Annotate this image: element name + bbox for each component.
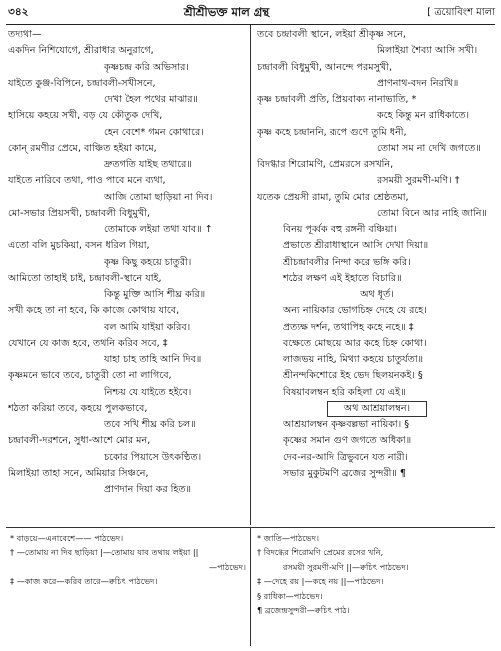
right-footnotes (257, 531, 495, 617)
verse-line: শ্রীনন্দকিশোরে ইহ ভেদ ছিলয়নকই। § (283, 370, 423, 382)
verse-line: হেন বেশে* গমন কোথারে। (104, 126, 204, 138)
verse-line: শ্রীচন্দ্রাবলীর নিন্দা করে ভঙ্গি করি। (283, 256, 411, 268)
verse-line: কৃষ্ণ চন্দ্রাবলী প্রতি, প্রিয়বাক্য নানাভাতি, * (257, 94, 417, 105)
verse-line: চকোর পিয়াসে উৎকণ্ঠিত। (104, 451, 202, 463)
verse-line: একদিন নিশিযোগে, শ্রীরাধার অনুরাগে, (8, 45, 154, 57)
page-number: ৩৪২ (8, 5, 29, 18)
verse-line: কহে কিন্তু মন রাধিকাতে। (377, 110, 470, 122)
verse-line: প্রভাতে শ্রীরাধাস্থানে আসি দেখা দিয়া॥ (283, 240, 429, 252)
verse-line: দেব-নর-আদি ত্রিভুবনে যত নারী। (283, 451, 408, 463)
verse-line: দেখা হৈল পথের মাঝার॥ (104, 94, 198, 105)
verse-line: প্রাণদান দিয়া কর হিত॥ (104, 484, 192, 495)
section-heading: অথ ধূর্ত। (360, 289, 394, 300)
verse-line: তদ্যথা— (8, 29, 42, 40)
footnote: * জাতি—পাঠভেদ। (257, 533, 319, 543)
verse-line: বিদগ্ধার শিরোমণি, প্রেমরসে রসখনি, (257, 159, 394, 170)
chapter-label: [ ত্রয়োবিংশ মালা (427, 6, 495, 18)
verse-line: বিষয়াবলম্বন হরি কহিলা যে এই॥ (283, 386, 406, 398)
footnote: ¶ ব্রজেন্দ্রসুন্দরী—ক্বচিৎ পাঠ। (257, 604, 350, 615)
verse-line: তোমা বিনে আর নাহি জানি॥ (377, 207, 487, 219)
verse-line: যেখানে যে কাজ হবে, তথনি করিব সবে, ‡ (8, 337, 168, 349)
footnote: রসময়ী সুরমণী-মণি ||—ক্বচিৎ পাঠভেদ। (283, 561, 409, 572)
verse-line: সখী কহে তা না হবে, কি কাজে কোথায় যাবে, (8, 305, 180, 317)
footnote: ‡ —দেহে রয় |—কহে নয় ||—পাঠভেদ। (257, 576, 384, 587)
verse-line: রসময়ী সুরমণী-মণি। † (377, 175, 460, 187)
footnote: † বিদগ্ধের শিরোমণি প্রেমের রসের খনি, (257, 547, 384, 558)
verse-line: যতেক প্রেয়সী রামা, তুমি মোর শ্রেষ্ঠতমা, (257, 191, 409, 203)
verse-line: শঠতা করিয়া তবে, কহয়ে পুলকভাবে, (8, 402, 148, 414)
footnote: —পাঠভেদ। (208, 561, 246, 572)
verse-line: কৃষ্ণচন্দ্র করি অভিসার। (104, 61, 189, 73)
verse-line: যাইতে কুঞ্জ-বিপিনে, চন্দ্রাবলী-সখীসনে, (8, 77, 156, 89)
verse-line: কৃষ্ণমনে ভাবে তবে, চাতুরী তো না লাগিবে, (8, 370, 172, 382)
page-header (8, 4, 495, 22)
verse-line: কৃষ্ণের সমান গুণ জগতে অধিকা॥ (283, 435, 412, 447)
footnote-divider (250, 528, 251, 646)
right-column (257, 27, 497, 482)
verse-line: যাহা চাহ তাহি আনি দিব॥ (104, 354, 202, 365)
verse-line: লাজভয় নাহি, মিথ্যা কহয়ে চাতুর্যতা॥ (283, 354, 424, 365)
page-title: শ্রীশ্রীভক্ত মাল গ্রন্থ (183, 4, 270, 19)
verse-line: কৃষ্ণ কহে চন্দ্রাননি, রূপে গুণে তুমি ধনী, (257, 126, 407, 138)
footnote: * বাড়য়ে—এনাবেশে—— পাঠভেদ। (10, 533, 124, 543)
section-heading-box (257, 401, 497, 417)
column-divider (250, 25, 251, 525)
verse-line: এতো বলি মুচকিয়া, বসন ধরিল গিয়া, (8, 240, 150, 252)
footnote: § রাধিকা—পাঠভেদ। (257, 590, 323, 601)
verse-line: হাসিয়ে কহয়ে সখী, বড় যে কৌতুক দেখি, (8, 110, 163, 122)
verse-line: মিলাইয়া তাহা সনে, অমিয়ার সিঞ্চনে, (8, 467, 149, 479)
verse-line: তবে সখি শীঘ্র করি চল॥ (104, 419, 196, 430)
verse-line: প্রাণনাথ-বদন নিরখি॥ (377, 77, 459, 89)
verse-line: নিশ্চয় যে যাইতে হইবে। (104, 386, 192, 398)
verse-line: যাইতে নারিবে তথা, পাও পাবে মনে ব্যথা, (8, 175, 166, 187)
footnote: † —তোমায় না দিব ছাড়িয়া |—তোমায় যাব তথায় লইয়া || (10, 547, 199, 558)
verse-line: তোমাকে লইয়া তথা যাব॥ ↑ (104, 224, 213, 235)
verse-line: তবে চন্দ্রাবলী স্থানে, লইয়া শ্রীকৃষ্ণ সনে, (257, 29, 406, 40)
verse-line: কোন্ রমণীর প্রেমে, বাঞ্চিত হইয়া কামে, (8, 142, 157, 154)
verse-line: বক্ষেতে মোছয়ে আর কহে চিহ্ন কোথা। (283, 337, 427, 349)
left-column (8, 27, 248, 498)
footnote: ‡ —কাজ করে—করিব তারে—ক্বচিৎ পাঠভেদ। (10, 576, 158, 587)
verse-line: আজি তোমা ছাড়িয়া না দিব। (104, 191, 213, 203)
verse-line: অন্য নায়িকার ভোগচিহ্ন দেহে যে রহে। (283, 305, 427, 317)
verse-line: প্রত্যক্ষ দর্শন, তথাপিহ কহে নহে॥ ‡ (283, 321, 414, 333)
verse-line: দ্রুতগতি যাইছ তথারে॥ (104, 159, 192, 170)
verse-line: চন্দ্রাবলী-দরশনে, সুধা-আশে মোর মন, (8, 435, 151, 447)
verse-line: সভার মুকুটমণি ব্রজের সুন্দরী॥ ¶ (283, 467, 407, 479)
verse-line: মো-সভার প্রিয়সখী, চন্দ্রাবলী বিধুমুখী, (8, 207, 150, 219)
verse-line: বল আমি যাইয়া করিব। (104, 321, 191, 333)
verse-line: শঠের লক্ষণ এই ইহাতে বিচারি॥ (283, 272, 402, 284)
verse-line: আশ্রয়ালম্বন কৃষ্ণবল্লভা নায়িকা। § (283, 419, 410, 430)
section-heading: অথ আশ্রয়ালম্বন। (327, 401, 427, 417)
verse-line: বিনয় পূর্ব্বক বহু রঙ্গনী বঞ্চিয়া। (283, 224, 397, 235)
verse-line: মিলাইয়া শৈব্যা আসি সখী। (377, 45, 478, 57)
left-footnotes (10, 531, 246, 589)
verse-line: কৃষ্ণ কিছু কহয়ে চাতুরী। (104, 256, 192, 268)
verse-line: চন্দ্রাবলী বিধুমুখী, আনন্দে পরমসুখী, (257, 61, 393, 73)
verse-line: তোমা সম না দেখি জগতে॥ (377, 142, 481, 154)
verse-line: কিন্তু মুক্তি আসি শীঘ্র করি॥ (104, 289, 206, 300)
verse-line: আমিতো তাহাই চাই, চন্দ্রাবলী-স্থানে যাই, (8, 272, 162, 284)
